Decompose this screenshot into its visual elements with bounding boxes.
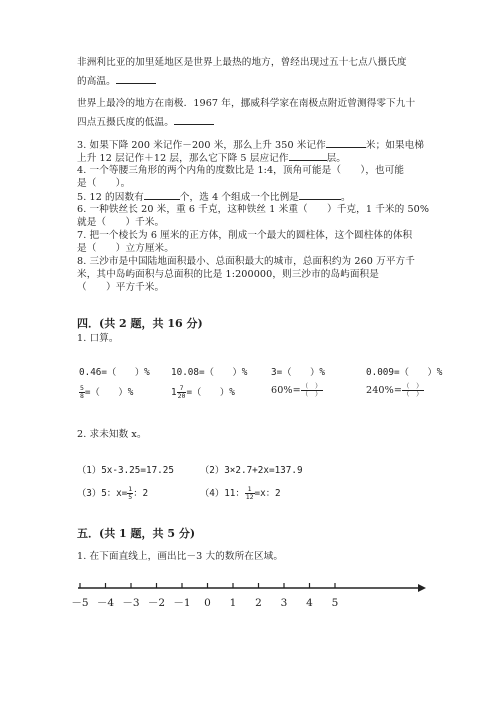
oral-calc-7: [271, 383, 323, 398]
question-5-mid: 个，选 4 个组成一个比例是: [179, 192, 299, 203]
section-5-q1: 1. 在下面直线上，画出比－3 大的数所在区域。: [77, 551, 284, 562]
question-1a-text: 非洲利比亚的加里延地区是世界上最热的地方，曾经出现过五十七点八摄氏度: [77, 57, 407, 68]
oral-calc-6-tail: =（ ）%: [186, 387, 235, 398]
question-8b-text: 米，其中岛屿面积与总面积的比是 1:200000，则三沙市的岛屿面积是: [77, 269, 379, 280]
question-6a: [77, 203, 429, 216]
question-5-text: 5. 12 的因数有: [77, 192, 144, 203]
oral-calc-1: 0.46=（ ）%: [79, 367, 150, 378]
fraction: [177, 385, 187, 400]
answer-blank[interactable]: [299, 190, 341, 200]
question-3a-end: 米；如果电梯: [365, 140, 425, 151]
question-3a-text: 3. 如果下降 200 米记作－200 米，那么上升 350 米记作: [77, 140, 326, 151]
question-3b-end: 层。: [326, 153, 346, 164]
number-line-label: －3: [122, 597, 140, 609]
question-5: [77, 190, 351, 204]
question-7a: [77, 229, 412, 242]
answer-blank[interactable]: [116, 74, 156, 84]
number-line[interactable]: [70, 578, 430, 618]
question-7b: [77, 242, 174, 255]
arrow-head-icon: [418, 584, 426, 592]
question-8c-text: （ ）平方千米。: [77, 282, 165, 293]
answer-blank[interactable]: [326, 138, 366, 148]
numerator: 5: [80, 384, 84, 392]
number-line-label: －4: [96, 597, 115, 609]
question-4b-text: 是（ ）。: [77, 178, 131, 189]
question-3b-text: 上升 12 层记作＋12 层，那么它下降 5 层应记作: [77, 153, 289, 164]
equation-4-head: （4）11：: [200, 488, 245, 499]
oral-calc-8: [366, 383, 424, 398]
number-line-labels: [71, 597, 338, 609]
denominator: 5: [128, 493, 133, 501]
denominator[interactable]: （ ）: [301, 390, 322, 398]
number-line-label: 2: [255, 597, 262, 609]
number-line-label: 0: [204, 597, 211, 609]
oral-calc-2: 10.08=（ ）%: [171, 367, 248, 378]
question-4a: [77, 164, 404, 177]
question-4b: [77, 177, 130, 190]
question-6a-text: 6. 一种铁丝长 20 米，重 6 千克，这种铁丝 1 米重（ ）千克，1 千米的 50%: [77, 204, 430, 215]
question-3b: [77, 151, 346, 165]
question-1b-line2: [77, 115, 214, 129]
section-4-q1-label: 1. 口算。: [77, 333, 119, 344]
question-4a-text: 4. 一个等腰三角形的两个内角的度数比是 1:4，顶角可能是（ ），也可能: [77, 165, 405, 176]
oral-calc-4: 0.009=（ ）%: [366, 367, 443, 378]
equation-3-tail: ：2: [133, 488, 149, 499]
question-7b-text: 是（ ）立方厘米。: [77, 243, 174, 254]
number-line-label: －1: [173, 597, 191, 609]
section-4-title: 四．(共 2 题，共 16 分): [77, 317, 203, 330]
oral-calc-6: [171, 384, 235, 400]
question-1a-line2: [77, 74, 156, 88]
denominator[interactable]: （ ）: [402, 390, 423, 398]
equation-2: （2）3×2.7+2x=137.9: [200, 465, 303, 476]
number-line-label: －5: [71, 597, 89, 609]
question-1b-end: 四点五摄氏度的低温。: [77, 117, 174, 128]
numerator: 1: [245, 486, 255, 494]
oral-calc-7-head: 60%=: [271, 385, 301, 396]
fraction: [245, 486, 255, 501]
answer-blank[interactable]: [289, 151, 327, 161]
question-8b: [77, 268, 379, 281]
denominator: 8: [80, 392, 84, 400]
question-1b-text: 世界上最冷的地方在南极．1967 年，挪威科学家在南极点附近曾测得零下九十: [77, 98, 416, 109]
equation-3: [77, 485, 148, 501]
equation-3-head: （3）5：x=: [77, 488, 128, 499]
equation-4: [200, 485, 281, 501]
section-4-q2-label: 2. 求未知数 x。: [77, 429, 147, 440]
number-line-label: 5: [331, 597, 339, 609]
question-1a-end: 的高温。: [77, 76, 116, 87]
numerator[interactable]: （ ）: [301, 382, 322, 390]
fraction: [402, 383, 424, 398]
section-5-title: 五．(共 1 题，共 5 分): [77, 527, 196, 540]
oral-calc-5-tail: =（ ）%: [84, 387, 134, 398]
denominator: 12: [245, 493, 254, 501]
number-line-label: 1: [229, 597, 237, 609]
number-line-label: －2: [147, 597, 166, 609]
fraction: [301, 383, 323, 398]
number-line-label: 3: [280, 597, 288, 609]
question-6b-text: 就是（ ）千米。: [77, 217, 165, 228]
equation-4-tail: =x：2: [254, 488, 281, 499]
question-8c: [77, 281, 164, 294]
equation-1: （1）5x-3.25=17.25: [77, 465, 174, 476]
numerator: 7: [177, 385, 187, 393]
answer-blank[interactable]: [144, 190, 180, 200]
question-1b: [77, 97, 415, 110]
question-8a: [77, 255, 415, 268]
question-5-end: 。: [340, 192, 351, 203]
oral-calc-5: [79, 384, 133, 400]
question-6b: [77, 216, 164, 229]
oral-calc-3: 3=（ ）%: [271, 367, 325, 378]
denominator: 20: [177, 392, 186, 400]
mixed-whole: 1: [171, 387, 177, 398]
numerator: 1: [128, 485, 133, 493]
numerator[interactable]: （ ）: [402, 382, 423, 390]
question-7a-text: 7. 把一个棱长为 6 厘米的正方体，削成一个最大的圆柱体，这个圆柱体的体积: [77, 230, 413, 241]
question-3a: [77, 138, 424, 152]
question-1a: [77, 56, 407, 69]
question-8a-text: 8. 三沙市是中国陆地面积最小、总面积最大的城市，总面积约为 260 万平方千: [77, 256, 415, 267]
answer-blank[interactable]: [174, 115, 214, 125]
oral-calc-8-head: 240%=: [366, 385, 402, 396]
number-line-label: 4: [306, 597, 313, 609]
